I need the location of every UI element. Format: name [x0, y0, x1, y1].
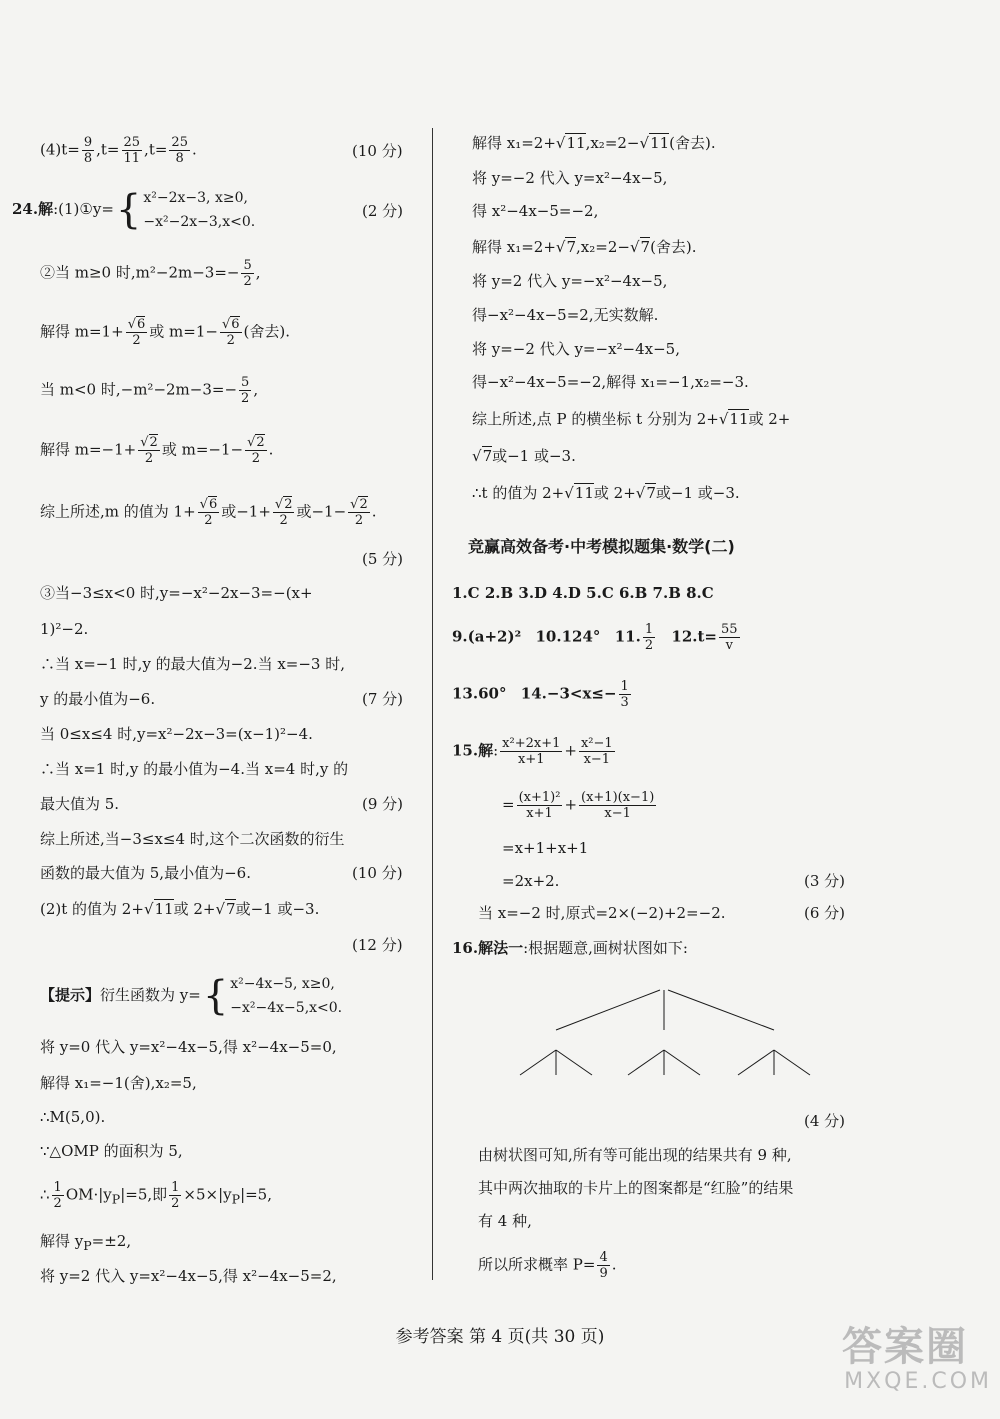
line: 解得 x₁=2+√7,x₂=2−√7(舍去). [472, 238, 697, 256]
score: (10 分) [352, 864, 403, 882]
hint: 【提示】衍生函数为 y={ x²−4x−5, x≥0, −x²−4x−5,x<0. [40, 973, 343, 1019]
line: 将 y=−2 代入 y=x²−4x−5, [472, 169, 668, 187]
score: (10 分) [352, 142, 403, 160]
line: ③当−3≤x<0 时,y=−x²−2x−3=−(x+ [40, 584, 313, 602]
line: 当 m<0 时,−m²−2m−3=− $\frac{5}{2}$ , [40, 375, 259, 406]
line: 由树状图可知,所有等可能出现的结果共有 9 种, [478, 1146, 792, 1164]
score: (6 分) [804, 904, 846, 922]
tree-diagram [500, 962, 900, 1097]
line: 综上所述,m 的值为 1+ $\frac{√6}{2}$ 或−1+ $\frac{√2}{2}$ 或−1− $\frac{√2}{2}$ . [40, 497, 377, 528]
line: 得−x²−4x−5=−2,解得 x₁=−1,x₂=−3. [472, 373, 749, 391]
line: 将 y=2 代入 y=x²−4x−5,得 x²−4x−5=2, [40, 1267, 337, 1285]
line: 得 x²−4x−5=−2, [472, 202, 599, 220]
line: =x+1+x+1 [502, 839, 589, 857]
line: 解得 $y_P=\pm 2$, [40, 1232, 132, 1253]
line: 所以所求概率 P= $\frac{4}{9}$ . [478, 1250, 617, 1281]
score: (7 分) [362, 690, 404, 708]
line: 最大值为 5. [40, 795, 120, 813]
question-24: 24.解:(1)①y={ x²−2x−3, x≥0, −x²−2x−3,x<0. [12, 187, 256, 233]
line: ∴当 x=1 时,y 的最小值为−4.当 x=4 时,y 的 [40, 760, 349, 778]
line: ②当 m≥0 时,m²−2m−3=− $\frac{5}{2}$ , [40, 258, 261, 289]
answers-13-14: 13.60° 14.−3<x≤− $\frac{1}{3}$ [452, 679, 629, 710]
watermark [842, 1325, 992, 1413]
tree-edges [520, 990, 810, 1075]
watermark-url: MXQE.COM [844, 1369, 992, 1394]
line: 当 x=−2 时,原式=2×(−2)+2=−2. [478, 904, 726, 922]
answer-23-4: (4)t= $\frac{9}{8}$ ,t= $\frac{25}{11}$ ,t= $\frac{25}{8}$ . [40, 135, 197, 166]
line: ∴当 x=−1 时,y 的最大值为−2.当 x=−3 时, [40, 655, 346, 673]
line: ∴M(5,0). [40, 1108, 106, 1126]
line: 解得 m=1+ $\frac{√6}{2}$ 或 m=1− $\frac{√6}{2}$ (舍去). [40, 317, 291, 348]
line: = $\frac{\text{(x+1)²}}{x+1}$ + $\frac{(x+1)(x-1)}{x-1}$ [502, 790, 655, 821]
line: =2x+2. [502, 872, 560, 890]
score: (12 分) [352, 936, 403, 954]
column-divider [432, 128, 433, 1280]
score: (3 分) [804, 872, 846, 890]
answers-9-12: 9.(a+2)² 10.124° 11. $\frac{1}{2}$ 12.t= $\frac{55}{v}$ [452, 622, 738, 653]
score: (4 分) [804, 1112, 846, 1130]
line: 综上所述,当−3≤x≤4 时,这个二次函数的衍生 [40, 830, 345, 848]
score: (2 分) [362, 202, 404, 220]
score: (5 分) [362, 550, 404, 568]
line: 解得 x₁=2+√11,x₂=2−√11(舍去). [472, 134, 716, 152]
line: ∵△OMP 的面积为 5, [40, 1142, 183, 1160]
line: (2)t 的值为 2+√11或 2+√7或−1 或−3. [40, 900, 320, 918]
line: 其中两次抽取的卡片上的图案都是“红脸”的结果 [478, 1179, 794, 1197]
page-footer: 参考答案 第 4 页(共 30 页) [395, 1327, 605, 1347]
line: √7或−1 或−3. [472, 447, 576, 465]
line: 当 0≤x≤4 时,y=x²−2x−3=(x−1)²−4. [40, 725, 313, 743]
line: 得−x²−4x−5=2,无实数解. [472, 306, 659, 324]
line: 将 y=−2 代入 y=−x²−4x−5, [472, 340, 680, 358]
line: 函数的最大值为 5,最小值为−6. [40, 864, 251, 882]
question-15: 15.解: $\frac{\text{x²+2x+1}}{x+1}$ + $\frac{\text{x²−1}}{x-1}$ [452, 736, 613, 767]
line: 解得 m=−1+ $\frac{√2}{2}$ 或 m=−1− $\frac{√2}{2}$ . [40, 435, 274, 466]
line: ∴ $\frac{1}{2}$ $OM\cdot|y_P|=5$,即 $\frac{1}{2}$ $\times 5\times|y_P|=5$, [40, 1180, 272, 1211]
line: 1)²−2. [40, 620, 89, 638]
line: y 的最小值为−6. [40, 690, 156, 708]
score: (9 分) [362, 795, 404, 813]
question-16: 16.解法一:根据题意,画树状图如下: [452, 939, 688, 957]
line: 将 y=2 代入 y=−x²−4x−5, [472, 272, 668, 290]
section-heading: 竞赢高效备考·中考模拟题集·数学(二) [468, 537, 735, 556]
line: 综上所述,点 P 的横坐标 t 分别为 2+√11或 2+ [472, 410, 791, 428]
watermark-logo: 答案圈 [842, 1324, 968, 1370]
answers-1-8: 1.C 2.B 3.D 4.D 5.C 6.B 7.B 8.C [452, 584, 714, 602]
line: 有 4 种, [478, 1212, 532, 1230]
line: 解得 x₁=−1(舍),x₂=5, [40, 1074, 197, 1092]
line: ∴t 的值为 2+√11或 2+√7或−1 或−3. [472, 484, 740, 502]
line: 将 y=0 代入 y=x²−4x−5,得 x²−4x−5=0, [40, 1038, 337, 1056]
